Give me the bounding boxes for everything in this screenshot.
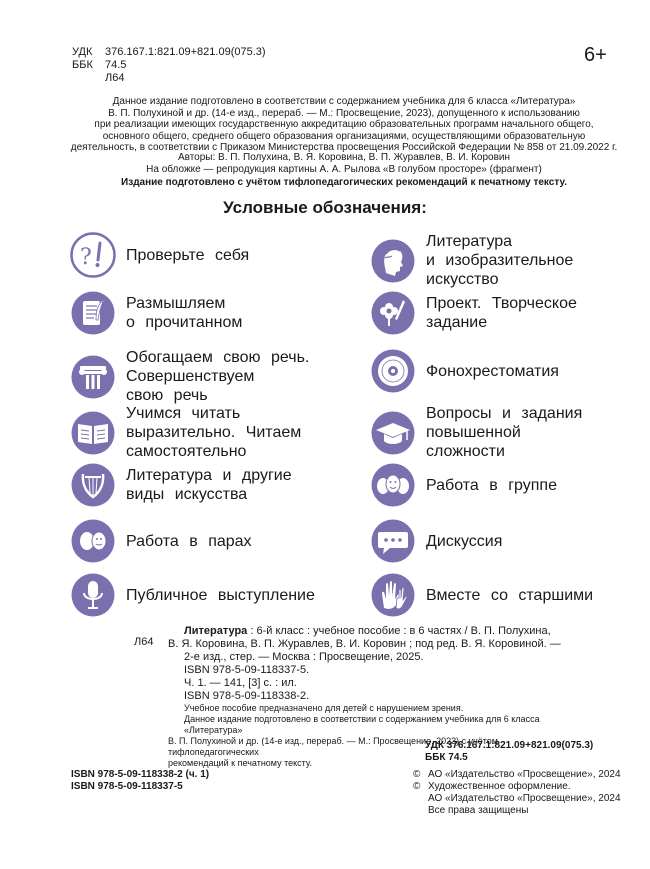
legend-label: Обогащаем свою речь. Совершенствуем свою речь (126, 349, 310, 404)
udk-footer-line: УДК 376.167.1:821.09+821.09(075.3) (425, 740, 594, 751)
biblio-note: В. П. Полухиной и др. (14-е изд., перераб. — М.: Просвещение, 2023) с учётом тифлопедагогических (168, 736, 498, 757)
biblio-mark: Л64 (134, 636, 154, 648)
intro-line: при реализации имеющих государственную аккредитацию образовательных программ начального общего, (94, 119, 594, 130)
scroll-quill-icon (70, 290, 116, 336)
hands-icon (370, 572, 416, 618)
biblio-line-rest: : 6-й класс : учебное пособие : в 6 частях / В. П. Полухина, (247, 625, 551, 637)
copyright-row (413, 781, 621, 793)
intro-paragraph (62, 96, 626, 154)
legend-label: Работа в группе (426, 476, 557, 494)
legend-label: Проект. Творческое задание (426, 295, 577, 331)
biblio-title: Литература (184, 625, 248, 637)
age-rating: 6+ (584, 44, 607, 66)
legend-label: Дискуссия (426, 532, 503, 550)
classical-head-icon (370, 238, 416, 284)
udk-key: УДК (72, 46, 93, 58)
copyright-symbol: © (413, 781, 421, 792)
legend-item-phonochrestomathy (370, 348, 559, 394)
legend-item-other-arts (70, 462, 292, 508)
copyright-line: АО «Издательство «Просвещение», 2024 (428, 793, 621, 804)
biblio-line: 2-е изд., стер. — Москва : Просвещение, 2025. (184, 651, 424, 663)
legend-label: Фонохрестоматия (426, 362, 559, 380)
legend-item-read-expressively (70, 404, 301, 461)
legend-label: Размышляем о прочитанном (126, 295, 243, 331)
udk-value: 376.167.1:821.09+821.09(075.3) (105, 46, 266, 58)
lyre-icon (70, 462, 116, 508)
author-mark-row (72, 72, 266, 85)
isbn-block (71, 769, 209, 793)
biblio-note: Учебное пособие предназначено для детей с нарушением зрения. (184, 703, 464, 713)
intro-line: деятельность, в соответствии с Приказом Министерства просвещения Российской Федерации № 858 от 21.09.2022 г. (70, 142, 618, 153)
svg-text:?: ? (80, 245, 92, 270)
intro-line: Данное издание подготовлено в соответствии с содержанием учебника для 6 класса «Литература» (112, 96, 576, 107)
copyright-symbol: © (413, 769, 421, 780)
tiflo-line: Издание подготовлено с учётом тифлопедагогических рекомендаций к печатному тексту. (121, 177, 567, 188)
three-faces-icon (370, 462, 416, 508)
legend-item-discussion (370, 518, 502, 564)
udk-footer (425, 740, 593, 764)
bbk-key: ББК (72, 59, 93, 71)
intro-line: основного общего, среднего общего образования организациями, осуществляющими образовательную (102, 130, 586, 142)
microphone-icon (70, 572, 116, 618)
udk-block (72, 46, 266, 85)
legend-item-check-yourself (70, 232, 249, 278)
legend-item-public-speech (70, 572, 315, 618)
bbk-value: 74.5 (105, 59, 127, 71)
legend-label: Вопросы и задания повышенной сложности (426, 405, 583, 460)
isbn-line: ISBN 978-5-09-118337-5 (71, 781, 183, 792)
isbn-line: ISBN 978-5-09-118338-2 (ч. 1) (71, 769, 210, 780)
biblio-note: Данное издание подготовлено в соответствии с содержанием учебника для 6 класса «Литература» (184, 714, 540, 735)
legend-label: Проверьте себя (126, 246, 250, 264)
graduation-cap-icon (370, 410, 416, 456)
legend-item-reflect (70, 290, 242, 336)
legend-item-pair-work (70, 518, 252, 564)
biblio-note: рекомендаций к печатному тексту. (168, 758, 312, 768)
open-book-icon (70, 410, 116, 456)
biblio-line: ISBN 978-5-09-118337-5. (184, 664, 310, 676)
speech-bubble-icon (370, 518, 416, 564)
biblio-line: Ч. 1. — 141, [3] с. : ил. (184, 677, 297, 689)
legend-item-enrich-speech (70, 348, 309, 405)
legend-label: Публичное выступление (126, 586, 315, 604)
bbk-footer-line: ББК 74.5 (425, 752, 468, 763)
column-capital-icon (70, 354, 116, 400)
copyright-line: Художественное оформление. (428, 781, 571, 792)
legend-label: Вместе со старшими (426, 586, 594, 604)
bbk-row (72, 59, 266, 72)
cover-line: На обложке — репродукция картины А. А. Рылова «В голубом просторе» (фрагмент) (146, 164, 542, 175)
copyright-block (413, 769, 621, 817)
legend-item-advanced-tasks (370, 404, 582, 461)
author-mark: Л64 (105, 72, 125, 84)
copyright-line: Все права защищены (428, 805, 529, 816)
legend-item-group-work (370, 462, 557, 508)
legend-label: Литература и другие виды искусства (126, 467, 292, 503)
authors-line: Авторы: В. П. Полухина, В. Я. Коровина, В. П. Журавлев, В. И. Коровин (177, 152, 511, 163)
legend-item-project (370, 290, 577, 336)
udk-row (72, 46, 266, 59)
legend-label: Учимся читать выразительно. Читаем самостоятельно (126, 405, 302, 460)
copyright-row (413, 769, 621, 781)
copyright-line: АО «Издательство «Просвещение», 2024 (428, 769, 621, 780)
biblio-line (168, 625, 588, 638)
intro-line: В. П. Полухиной и др. (14-е изд., перераб. — М.: Просвещение, 2023), допущенного к использованию (108, 107, 580, 119)
legend-item-with-elders (370, 572, 593, 618)
legend-item-literature-art (370, 232, 573, 289)
biblio-line: В. Я. Коровина, В. П. Журавлев, В. И. Коровин ; под ред. В. Я. Коровиной. — (168, 638, 561, 650)
cd-disc-icon (370, 348, 416, 394)
biblio-line: ISBN 978-5-09-118338-2. (184, 690, 310, 702)
flower-brush-icon (370, 290, 416, 336)
legend-label: Работа в парах (126, 532, 252, 550)
legend-label: Литература и изобразительное искусство (426, 233, 574, 288)
legend-title: Условные обозначения: (223, 198, 427, 217)
two-faces-icon (70, 518, 116, 564)
question-exclamation-icon (70, 232, 116, 278)
authors-block (62, 152, 626, 176)
